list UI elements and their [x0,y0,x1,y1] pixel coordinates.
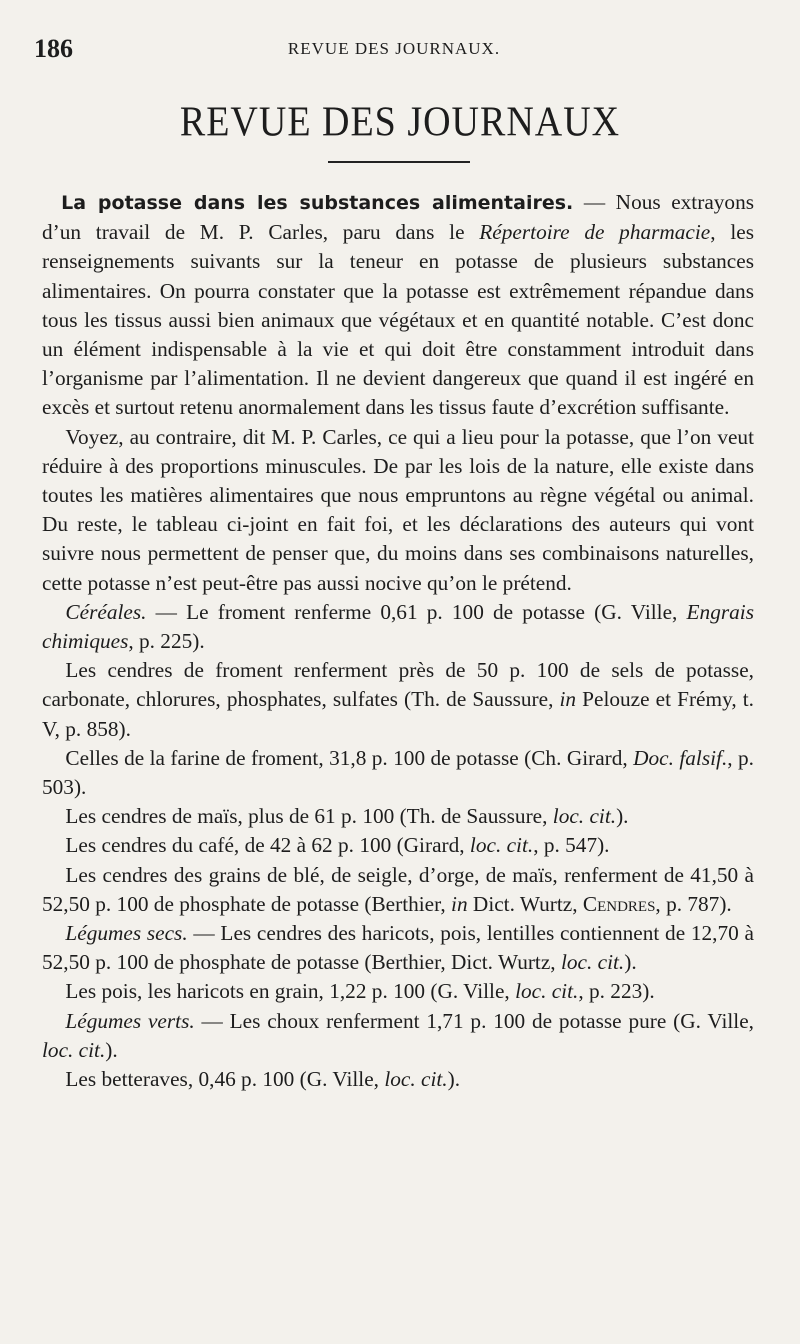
paragraph-p7 [42,831,754,860]
paragraph-p4 [42,656,754,744]
text-segment: Les cendres du café, de 42 à 62 p. 100 (Girard, [65,833,470,858]
text-segment: Les cendres de froment renferment près de 50 p. 100 de sels de potasse, carbonate, chlorures, phosphates, sulfates (Th. de Saussure, [42,658,754,712]
paragraph-p12 [42,1065,754,1094]
paragraph-p1 [42,188,754,423]
italic-text: loc. cit. [515,979,579,1004]
small-caps-text: Cendres [582,891,656,916]
paragraph-p11 [42,1007,754,1065]
text-segment: — Nous extrayons d’un travail de M. P. Carles, paru dans le [42,190,755,245]
text-segment: , p. 547). [533,833,610,858]
paragraph-p9 [42,919,754,977]
italic-text: in [451,891,468,916]
text-segment: Dict. Wurtz, [467,891,583,916]
article-body [42,188,754,1094]
text-segment: ). [447,1067,461,1092]
paragraph-p2 [42,423,754,598]
italic-text: loc. cit. [384,1067,448,1092]
text-segment: Pelouze et Frémy, t. V, p. 858). [42,687,754,741]
italic-text: Légumes secs. [65,921,188,946]
italic-text: loc. cit. [469,833,534,858]
paragraph-p5 [42,744,754,802]
text-segment: Les cendres des grains de blé, de seigle, d’orge, de maïs, renferment de 41,50 à 52,50 p. 100 de phosphate de potasse (Berthier, [42,862,754,916]
text-segment: ). [616,804,629,829]
text-segment: ). [624,950,637,975]
italic-text: Légumes verts. [65,1008,195,1033]
running-title: REVUE DES JOURNAUX. [287,39,501,58]
title-rule [328,161,470,163]
text-segment: , les renseignements suivants sur la teneur en potasse de plusieurs substances alimentaires. On pourra constater que la potasse est extrêmement répandue dans tous les tissus aussi bien animaux que végétaux et en quantité notable. C’est donc un élément indispensable à la vie et qui doit être constamment introduit dans l’organisme par l’alimentation. Il ne devient dangereux que quand il est ingéré en excès et surtout retenu anormalement dans les tissus faute d’excrétion suffisante. [42,220,754,420]
text-segment: , p. 503). [42,745,755,800]
section-heading: La potasse dans les substances alimentaires. [61,192,574,214]
text-segment: , p. 787). [655,891,732,916]
text-segment: — Les cendres des haricots, pois, lentilles contiennent de 12,70 à 52,50 p. 100 de phosphate de potasse (Berthier, Dict. Wurtz, [42,921,754,975]
section-title: REVUE DES JOURNAUX [179,98,621,146]
text-segment: Les betteraves, 0,46 p. 100 (G. Ville, [65,1067,385,1092]
paragraph-p10 [42,977,754,1006]
text-segment: , p. 223). [578,979,655,1004]
page-number: 186 [34,34,73,63]
text-segment: Celles de la farine de froment, 31,8 p. 100 de potasse (Ch. Girard, [65,745,634,770]
italic-text: Doc. falsif. [633,745,728,770]
italic-text: loc. cit. [552,804,617,829]
italic-text: loc. cit. [42,1037,106,1062]
text-segment: — Les choux renferment 1,71 p. 100 de potasse pure (G. Ville, [194,1008,754,1033]
text-segment: Les cendres de maïs, plus de 61 p. 100 (Th. de Saussure, [65,804,553,829]
paragraph-p3 [42,598,754,656]
page-header [34,34,754,64]
text-segment: Les pois, les haricots en grain, 1,22 p. 100 (G. Ville, [65,979,516,1004]
italic-text: Répertoire de pharmacie [479,220,711,245]
text-segment: Voyez, au contraire, dit M. P. Carles, ce qui a lieu pour la potasse, que l’on veut réduire à des proportions minuscules. De par les lois de la nature, elle existe dans toutes les matières alimentaires que nous empruntons au règne végétal ou animal. Du reste, le tableau ci-joint en fait foi, et les déclarations des auteurs qui vont suivre nous permettent de penser que, du moins dans ses combinaisons naturelles, cette potasse n’est peut-être pas aussi nocive qu’on le prétend. [42,424,754,595]
italic-text: loc. cit. [560,950,625,975]
italic-text: Céréales. [65,599,147,624]
text-segment: , p. 225). [128,629,205,654]
text-segment: ). [105,1037,118,1062]
text-segment: — Le froment renferme 0,61 p. 100 de potasse (G. Ville, [146,599,687,624]
paragraph-p6 [42,802,754,831]
paragraph-p8 [42,861,754,919]
italic-text: Engrais chimiques [42,599,754,654]
italic-text: in [559,687,577,712]
